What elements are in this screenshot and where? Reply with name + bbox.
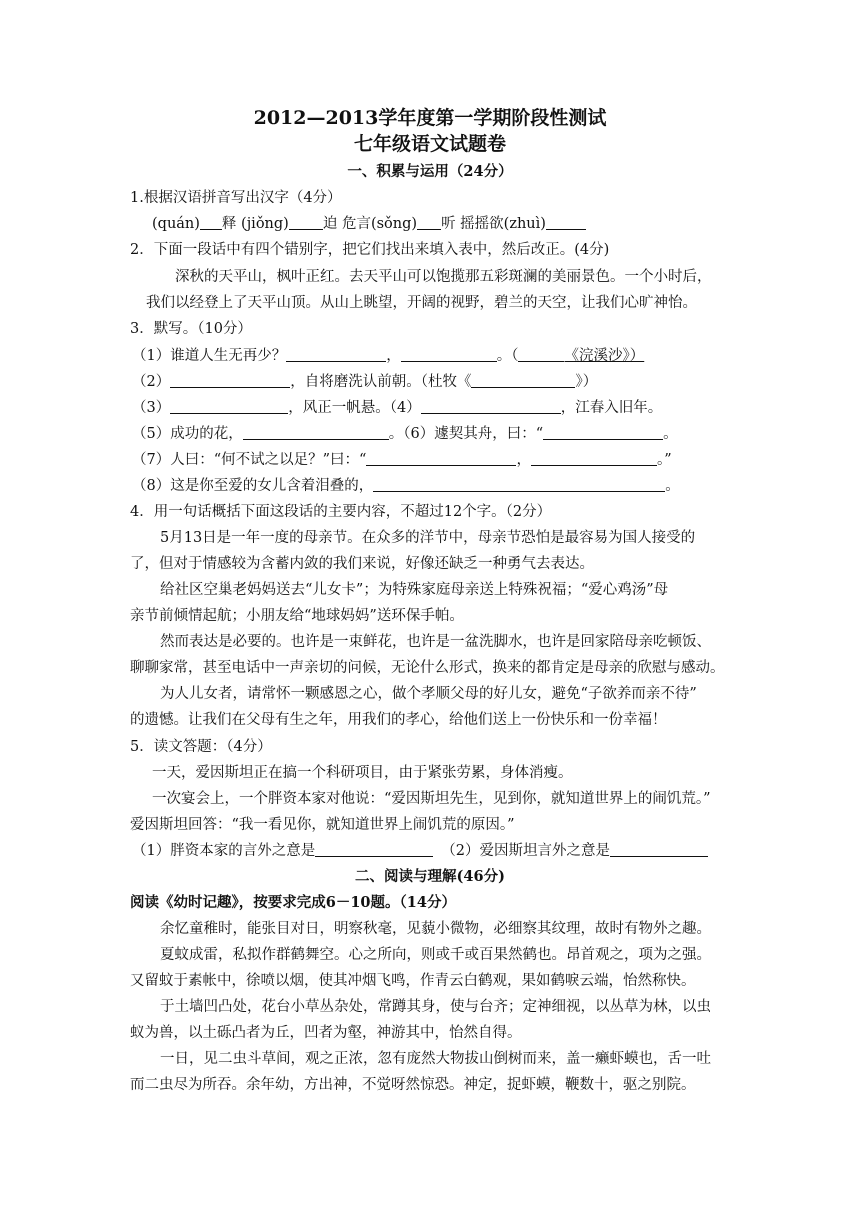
- q5-prompt1: （1）胖资本家的言外之意是: [132, 843, 316, 859]
- q3-text: 。”: [656, 452, 672, 468]
- exam-title: 2012—2013学年度第一学期阶段性测试: [253, 107, 607, 129]
- q1-blank2[interactable]: [289, 214, 323, 230]
- q1-pinyin-row: [152, 214, 586, 234]
- q5-passage-line1: 一天，爱因斯坦正在搞一个科研项目，由于紧张劳累，身体消瘦。: [152, 765, 573, 781]
- q3-prompt2: （2）: [132, 374, 171, 390]
- q3-blank3[interactable]: [518, 346, 564, 362]
- q5-stem: 5．读文答题：（4分）: [130, 739, 272, 755]
- q4-passage-line4: 亲节前倾情起航；小朋友给“地球妈妈”送环保手帕。: [130, 608, 464, 624]
- q3-text: ，江春入旧年。: [560, 400, 663, 416]
- q4-passage-line1: 5月13日是一年一度的母亲节。在众多的洋节中，母亲节恐怕是最容易为国人接受的: [160, 530, 696, 546]
- q3-blank7[interactable]: [421, 398, 561, 414]
- reading-para4-line2: 而二虫尽为所吞。余年幼，方出神，不觉呀然惊恐。神定，捉虾蟆，鞭数十，驱之别院。: [130, 1077, 696, 1093]
- q4-passage-line8: 的遗憾。让我们在父母有生之年，用我们的孝心，给他们送上一份快乐和一份幸福！: [130, 712, 667, 728]
- q3-line6: [132, 476, 680, 496]
- q3-line2: [132, 372, 597, 392]
- q3-text: 。: [665, 478, 680, 494]
- section-heading-part1: 一、积累与运用（24分）: [347, 163, 513, 180]
- q3-blank8[interactable]: [243, 424, 389, 440]
- q3-blank2[interactable]: [401, 346, 497, 362]
- reading-para2-line2: 又留蚊于素帐中，徐喷以烟，使其冲烟飞鸣，作青云白鹤观，果如鹤唳云端，怡然称快。: [130, 973, 696, 989]
- reading-para2-line1: 夏蚊成雷，私拟作群鹤舞空。心之所向，则或千或百果然鹤也。昂首观之，项为之强。: [160, 947, 711, 963]
- q3-text: ，风正一帆悬。（4）: [288, 400, 421, 416]
- reading-para4-line1: 一日，见二虫斗草间，观之正浓，忽有庞然大物拔山倒树而来，盖一癞虾蟆也，舌一吐: [160, 1051, 711, 1067]
- q3-text: 。: [663, 426, 678, 442]
- q2-passage-line2: 我们以经登上了天平山顶。从山上眺望，开阔的视野，碧兰的天空，让我们心旷神怡。: [146, 295, 697, 311]
- q4-passage-line5: 然而表达是必要的。也许是一束鲜花，也许是一盆洗脚水，也许是回家陪母亲吃顿饭、: [160, 634, 711, 650]
- q3-blank4[interactable]: [170, 372, 290, 388]
- q3-line1: [132, 346, 644, 366]
- q1-item4: 听 摇摇欲(zhuì): [441, 216, 546, 232]
- reading-para3-line2: 蚁为兽，以土砾凸者为丘，凹者为壑，神游其中，怡然自得。: [130, 1025, 522, 1041]
- q3-stem: 3．默写。（10分）: [130, 321, 252, 337]
- q3-text: 。（6）遽契其舟，曰：“: [388, 426, 544, 442]
- q3-prompt3: （3）: [132, 400, 171, 416]
- section-heading-part2: 二、阅读与理解(46分): [355, 868, 505, 885]
- q3-text: 》）: [575, 374, 598, 390]
- reading-para1: 余忆童稚时，能张目对日，明察秋毫，见藐小微物，必细察其纹理，故时有物外之趣。: [160, 921, 711, 937]
- q1-blank3[interactable]: [417, 214, 441, 230]
- q3-text: ，: [386, 348, 401, 364]
- q2-stem: 2．下面一段话中有四个错别字，把它们找出来填入表中，然后改正。(4分): [130, 242, 610, 258]
- q1-item1: (quán): [152, 216, 200, 232]
- q4-passage-line3: 给社区空巢老妈妈送去“儿女卡”；为特殊家庭母亲送上特殊祝福；“爱心鸡汤”母: [160, 582, 669, 598]
- q4-passage-line2: 了，但对于情感较为含蓄内敛的我们来说，好像还缺乏一种勇气去表达。: [130, 556, 594, 572]
- q3-text: ，: [516, 452, 531, 468]
- q3-prompt7: （7）人曰：“何不试之以足？”曰：“: [132, 452, 367, 468]
- q3-blank1[interactable]: [286, 346, 386, 362]
- q1-item2: 释 (jiǒng): [221, 216, 289, 232]
- q5-blank2[interactable]: [610, 841, 708, 857]
- q5-blank1[interactable]: [315, 841, 433, 857]
- q3-blank9[interactable]: [543, 424, 663, 440]
- q3-prompt5: （5）成功的花，: [132, 426, 243, 442]
- q3-source: 《浣溪沙》）: [564, 348, 645, 364]
- exam-subtitle: 七年级语文试题卷: [353, 133, 506, 155]
- q4-passage-line6: 聊聊家常，甚至电话中一声亲切的问候，无论什么形式，换来的都肯定是母亲的欣慰与感动。: [130, 660, 725, 676]
- q4-stem: 4．用一句话概括下面这段话的主要内容，不超过12个字。（2分）: [130, 504, 552, 520]
- q4-passage-line7: 为人儿女者，请常怀一颗感恩之心，做个孝顺父母的好儿女，避免“子欲养而亲不待”: [160, 686, 697, 702]
- q5-passage-line3: 爱因斯坦回答：“我一看见你，就知道世界上闹饥荒的原因。”: [130, 817, 515, 833]
- reading-para3-line1: 于土墙凹凸处，花台小草丛杂处，常蹲其身，使与台齐；定神细视，以丛草为林，以虫: [160, 999, 711, 1015]
- q5-answer-line: [132, 841, 708, 861]
- q1-blank1[interactable]: [200, 214, 222, 230]
- q3-line5: [132, 450, 672, 470]
- q3-blank6[interactable]: [170, 398, 288, 414]
- q3-blank5[interactable]: [471, 372, 575, 388]
- q3-text: ，自将磨洗认前朝。（杜牧《: [290, 374, 472, 390]
- q1-item3: 迫 危言(sǒng): [322, 216, 418, 232]
- q3-text: 。（: [496, 348, 519, 364]
- q3-blank12[interactable]: [373, 476, 665, 492]
- reading-intro: 阅读《幼时记趣》，按要求完成6－10题。（14分）: [130, 894, 456, 911]
- q1-blank4[interactable]: [546, 214, 586, 230]
- q1-stem: 1.根据汉语拼音写出汉字（4分）: [130, 190, 342, 206]
- q3-line3: [132, 398, 662, 418]
- q2-passage-line1: 深秋的天平山，枫叶正红。去天平山可以饱揽那五彩斑澜的美丽景色。一个小时后，: [175, 269, 712, 285]
- q5-passage-line2: 一次宴会上，一个胖资本家对他说：“爱因斯坦先生，见到你，就知道世界上的闹饥荒。”: [152, 791, 711, 807]
- q3-blank11[interactable]: [531, 450, 657, 466]
- q3-blank10[interactable]: [366, 450, 516, 466]
- q3-prompt8: （8）这是你至爱的女儿含着泪叠的，: [132, 478, 374, 494]
- q3-prompt1: （1）谁道人生无再少？: [132, 348, 287, 364]
- q5-prompt2: （2）爱因斯坦言外之意是: [441, 843, 610, 859]
- q3-line4: [132, 424, 678, 444]
